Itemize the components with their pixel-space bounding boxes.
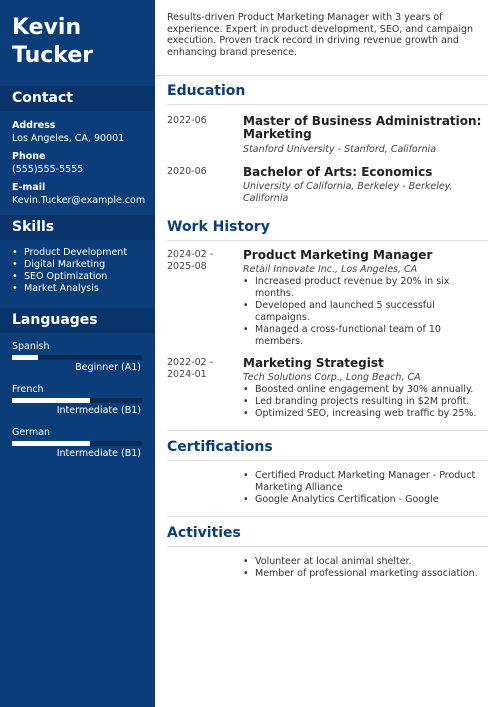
job-bullet: • Optimized SEO, increasing web traffic by 25%. (243, 408, 488, 420)
language-item (12, 384, 143, 417)
last-name: Tucker (12, 43, 94, 68)
address-value: Los Angeles, CA, 90001 (12, 133, 125, 144)
address-label: Address (12, 120, 56, 131)
degree-title: Master of Business Administration: Marketing (243, 114, 482, 141)
activities-list (155, 547, 500, 580)
proficiency-fill (12, 398, 90, 403)
certification-item: • Certified Product Marketing Manager - Product Marketing Alliance (243, 470, 500, 494)
work-history-list (155, 241, 500, 420)
job-bullet: • Developed and launched 5 successful campaigns. (243, 300, 488, 324)
school-name: Stanford University - Stanford, California (243, 144, 437, 155)
proficiency-bar (12, 441, 142, 446)
proficiency-bar (12, 355, 142, 360)
education-entry (167, 166, 500, 205)
job-bullet: • Boosted online engagement by 30% annually. (243, 384, 488, 396)
phone-label: Phone (12, 151, 46, 162)
activities-heading: Activities (167, 525, 241, 541)
language-level: Intermediate (B1) (56, 405, 141, 416)
degree-title: Bachelor of Arts: Economics (243, 165, 433, 179)
email-label: E-mail (12, 182, 46, 193)
language-name: German (12, 427, 51, 438)
skills-heading: Skills (0, 215, 155, 240)
education-date: 2022-06 (167, 115, 207, 126)
proficiency-fill (12, 355, 38, 360)
skills-list (0, 240, 155, 295)
education-entry (167, 115, 500, 156)
job-entry (167, 357, 500, 420)
job-start-date: 2022-02 - (167, 357, 214, 368)
job-bullets (243, 384, 488, 420)
phone-value: (555)555-5555 (12, 164, 84, 175)
skill-item: • Product Development (12, 247, 155, 259)
section-divider (167, 516, 488, 517)
languages-list (0, 333, 155, 460)
certifications-list (155, 461, 500, 506)
contact-details (0, 111, 155, 207)
activity-item: • Member of professional marketing association. (243, 568, 500, 580)
proficiency-bar (12, 398, 142, 403)
professional-summary: Results-driven Product Marketing Manager with 3 years of experience. Expert in product development, SEO, and campaign execution. Proven track record in driving revenue growth and enhancing brand presence. (155, 0, 488, 76)
language-item (12, 341, 143, 374)
first-name: Kevin (12, 15, 82, 40)
job-title: Marketing Strategist (243, 356, 384, 370)
main-content (155, 0, 500, 707)
job-end-date: 2024-01 (167, 369, 207, 380)
language-level: Beginner (A1) (75, 362, 141, 373)
activity-item: • Volunteer at local animal shelter. (243, 556, 500, 568)
job-start-date: 2024-02 - (167, 249, 214, 260)
section-divider (167, 430, 488, 431)
job-bullet: • Led branding projects resulting in $2M profit. (243, 396, 488, 408)
education-heading: Education (167, 83, 246, 99)
languages-heading: Languages (0, 308, 155, 333)
company-name: Retail Innovate Inc., Los Angeles, CA (243, 264, 418, 275)
job-title: Product Marketing Manager (243, 248, 433, 262)
job-entry (167, 249, 500, 348)
language-name: French (12, 384, 44, 395)
proficiency-fill (12, 441, 90, 446)
job-dates (167, 357, 243, 420)
education-date: 2020-06 (167, 166, 207, 177)
language-level: Intermediate (B1) (56, 448, 141, 459)
company-name: Tech Solutions Corp., Long Beach, CA (243, 372, 421, 383)
job-bullet: • Increased product revenue by 20% in six months. (243, 276, 488, 300)
skill-item: • Market Analysis (12, 283, 155, 295)
education-list (155, 105, 500, 205)
candidate-name (0, 0, 155, 70)
work-history-heading: Work History (167, 219, 270, 235)
certifications-heading: Certifications (167, 439, 273, 455)
email-value[interactable]: Kevin.Tucker@example.com (12, 195, 146, 206)
skill-item: • SEO Optimization (12, 271, 155, 283)
sidebar (0, 0, 155, 707)
job-bullets (243, 276, 488, 348)
job-bullet: • Managed a cross-functional team of 10 members. (243, 324, 488, 348)
language-name: Spanish (12, 341, 50, 352)
school-name: University of California, Berkeley - Berkeley, California (243, 181, 453, 204)
job-dates (167, 249, 243, 348)
certification-item: • Google Analytics Certification - Google (243, 494, 500, 506)
language-item (12, 427, 143, 460)
skill-item: • Digital Marketing (12, 259, 155, 271)
job-end-date: 2025-08 (167, 261, 207, 272)
contact-heading: Contact (0, 86, 155, 111)
